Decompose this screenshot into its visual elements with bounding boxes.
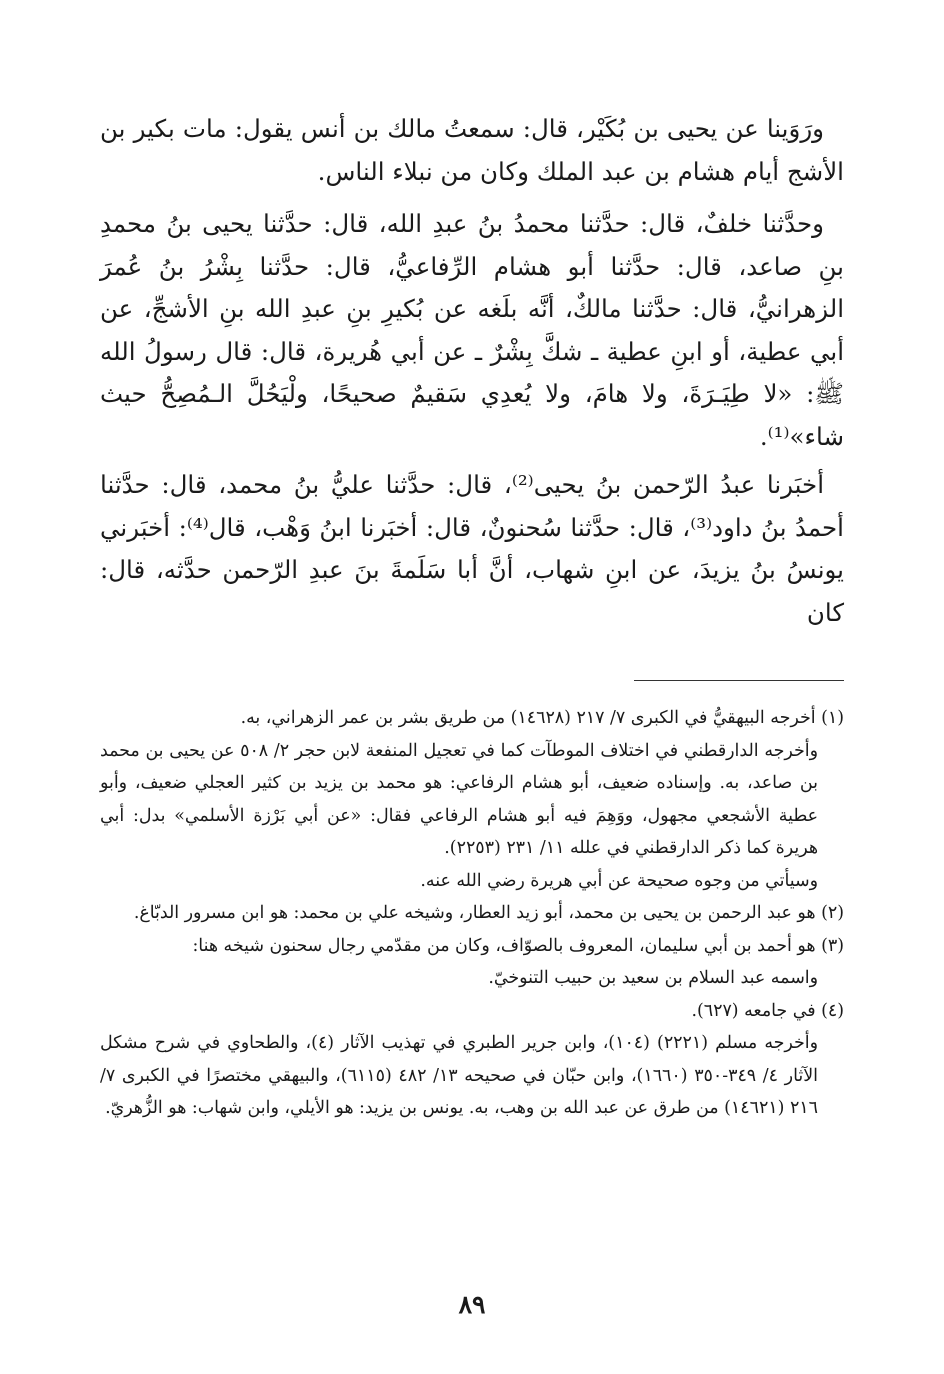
footnote-number: (٣) [821, 935, 844, 956]
footnote-continuation: وسيأتي من وجوه صحيحة عن أبي هريرة رضي الله عنه. [420, 870, 818, 891]
footnote-separator [634, 680, 844, 681]
footnote-text: هو عبد الرحمن بن يحيى بن محمد، أبو زيد العطار، وشيخه علي بن محمد: هو ابن مسرور الدبّاغ. [133, 903, 816, 923]
paragraph-3: أخبَرنا عبدُ الرّحمن بنُ يحيى⁽²⁾، قال: حدَّثنا عليُّ بنُ محمد، قال: حدَّثنا أحمدُ بنُ داود⁽³⁾، قال: حدَّثنا سُحنونٌ، قال: أخبَرنا ابنُ وَهْب، قال⁽⁴⁾: أخبَرني يونسُ بنُ يزيدَ، عن ابنِ شهاب، أنَّ أبا سَلَمةَ بنَ عبدِ الرّحمن حدَّثه، قال: كان [100, 470, 844, 627]
footnote-1 [100, 702, 844, 897]
footnote-continuation: وأخرجه مسلم (٢٢٢١) (١٠٤)، وابن جرير الطبري في تهذيب الآثار (٤)، والطحاوي في شرح مشكل الآثار ٤/ ٣٤٩-٣٥٠ (١٦٦٠)، وابن حبّان في صحيحه ١٣/ ٤٨٢ (٦١١٥)، والبيهقي مختصرًا في الكبرى ٧/ ٢١٦ (١٤٦٢١) من طرق عن عبد الله بن وهب، به. يونس بن يزيد: هو الأيلي، وابن شهاب: هو الزُّهريّ. [100, 1033, 818, 1118]
footnote-number: (٢) [821, 903, 844, 923]
footnote-text: هو أحمد بن أبي سليمان، المعروف بالصوّاف، وكان من مقدّمي رجال سحنون شيخه هنا: [192, 935, 816, 956]
footnotes [100, 702, 844, 1125]
footnote-continuation: واسمه عبد السلام بن سعيد بن حبيب التنوخيّ. [488, 968, 818, 988]
footnote-number: (٤) [821, 1000, 844, 1021]
footnote-continuation: وأخرجه الدارقطني في اختلاف الموطآت كما في تعجيل المنفعة لابن حجر ٢/ ٥٠٨ عن يحيى بن محمد بن صاعد، به. وإسناده ضعيف، أبو هشام الرفاعي: هو محمد بن يزيد بن كثير العجلي ضعيف، وأبو عطية الأشجعي مجهول، ووَهِمَ فيه أبو هشام الرفاعي فقال: «عن أبي بَرْزة الأسلمي» بدل: أبي هريرة كما ذكر الدارقطني في علله ١١/ ٢٣١ (٢٢٥٣). [100, 740, 818, 858]
footnote-text: في جامعه (٦٢٧). [691, 1000, 816, 1021]
main-text [100, 108, 844, 640]
paragraph-1: ورَوَينا عن يحيى بن بُكَيْر، قال: سمعتُ مالك بن أنس يقول: مات بكير بن الأشج أيام هشام بن عبد الملك وكان من نبلاء الناس. [100, 114, 844, 186]
paragraph-2: وحدَّثنا خلفٌ، قال: حدَّثنا محمدُ بنُ عبدِ الله، قال: حدَّثنا يحيى بنُ محمدِ بنِ صاعد، قال: حدَّثنا أبو هشام الرِّفاعيُّ، قال: حدَّثنا بِشْرُ بنُ عُمرَ الزهرانيُّ، قال: حدَّثنا مالكٌ، أنَّه بلَغه عن بُكيرِ بنِ عبدِ الله بنِ الأشجِّ، عن أبي عطية، أو ابنِ عطية ـ شكَّ بِشْرٌ ـ عن أبي هُريرة، قال: قال رسولُ الله ﷺ: «لا طِيَـرَةَ، ولا هامَ، ولا يُعدِي سَقيمٌ صحيحًا، ولْيَحُلَّ الـمُصِحُّ حيث شاء»⁽¹⁾. [100, 209, 844, 451]
footnote-3 [100, 930, 844, 995]
footnote-number: (١) [821, 708, 844, 728]
footnote-4 [100, 995, 844, 1125]
page-number: ٨٩ [458, 1290, 486, 1319]
footnote-text: أخرجه البيهقيُّ في الكبرى ٧/ ٢١٧ (١٤٦٢٨) من طريق بشر بن عمر الزهراني، به. [240, 708, 816, 728]
footnote-2 [100, 897, 844, 930]
